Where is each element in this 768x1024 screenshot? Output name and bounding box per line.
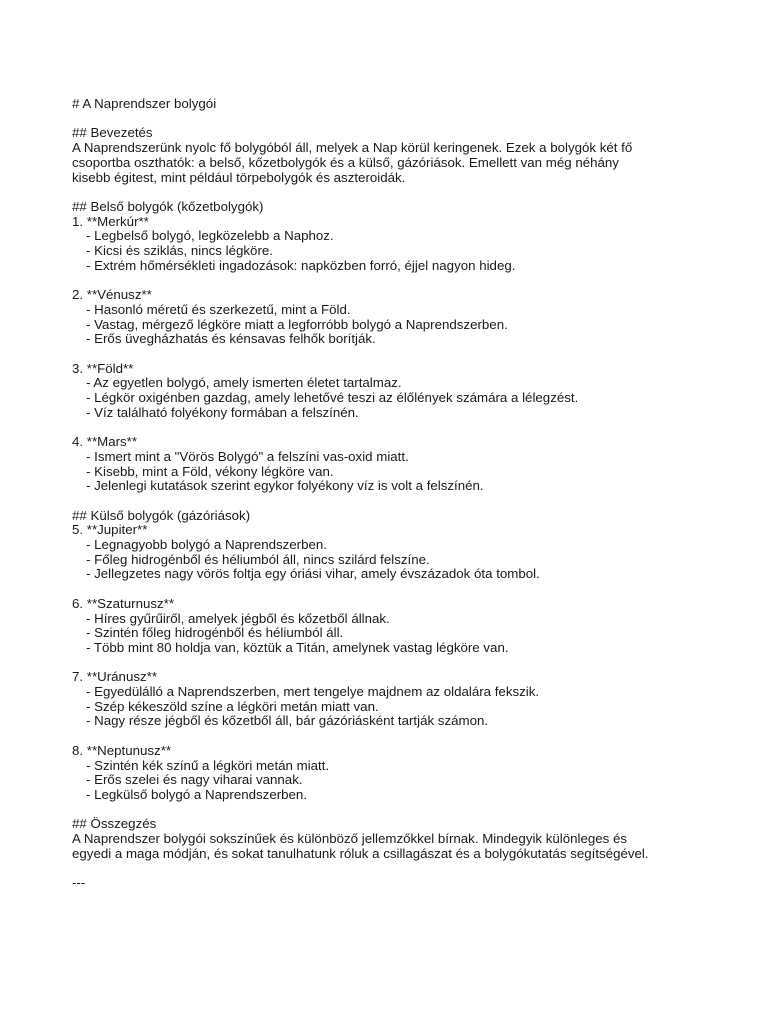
planet-item: - Erős üvegházhatás és kénsavas felhők borítják. — [86, 331, 376, 347]
intro-line: csoportba oszthatók: a belső, kőzetbolygók és a külső, gázóriások. Emellett van még néhány — [72, 154, 619, 170]
document-title: # A Naprendszer bolygói — [72, 96, 217, 111]
spacer — [72, 185, 728, 200]
planet-item: - Egyedülálló a Naprendszerben, mert tengelye majdnem az oldalára fekszik. — [86, 684, 540, 699]
planet-item: - Legnagyobb bolygó a Naprendszerben. — [86, 537, 327, 552]
planet-item: - Hasonló méretű és szerkezetű, mint a Föld. — [86, 301, 351, 317]
planet-item: - Legkülső bolygó a Naprendszerben. — [86, 786, 308, 802]
planet-item: - Vastag, mérgező légköre miatt a legforróbb bolygó a Naprendszerben. — [86, 316, 508, 332]
planet-title: 2. **Vénusz** — [72, 287, 152, 303]
spacer — [72, 347, 728, 362]
planet-item: - Jellegzetes nagy vörös foltja egy óriási vihar, amely évszázadok óta tombol. — [86, 566, 540, 582]
spacer — [72, 803, 728, 818]
planet-item: - Szép kékeszöld színe a légköri metán miatt van. — [86, 698, 379, 714]
intro-line: A Naprendszerünk nyolc fő bolygóból áll, melyek a Nap körül keringenek. Ezek a bolygók két fő — [72, 140, 633, 156]
summary-line: egyedi a maga módján, és sokat tanulhatunk róluk a csillagászat és a bolygókutatás segítségével. — [72, 845, 649, 861]
planet-item: - Szintén kék színű a légköri metán miatt. — [86, 757, 330, 773]
summary-line: A Naprendszer bolygói sokszínűek és különböző jellemzőkkel bírnak. Mindegyik különleges és — [72, 831, 628, 846]
planet-title: 4. **Mars** — [72, 434, 138, 450]
planet-item: - Több mint 80 holdja van, köztük a Titán, amelynek vastag légköre van. — [86, 639, 509, 655]
summary-heading: ## Összegzés — [72, 816, 157, 832]
spacer — [72, 656, 728, 671]
planet-item: - Főleg hidrogénből és héliumból áll, nincs szilárd felszíne. — [86, 551, 430, 567]
spacer — [72, 861, 728, 876]
planet-item: - Kicsi és sziklás, nincs légköre. — [86, 243, 273, 258]
planet-item: - Extrém hőmérsékleti ingadozások: napközben forró, éjjel nagyon hideg. — [86, 257, 516, 273]
planet-item: - Híres gyűrűiről, amelyek jégből és kőzetből állnak. — [86, 610, 390, 626]
planet-item: - Légkör oxigénben gazdag, amely lehetővé teszi az élőlények számára a lélegzést. — [86, 390, 579, 405]
planet-item: - Víz található folyékony formában a felszínén. — [86, 404, 359, 420]
planet-title: 7. **Uránusz** — [72, 669, 157, 685]
spacer — [72, 420, 728, 435]
planet-title: 8. **Neptunusz** — [72, 742, 172, 758]
planet-title: 1. **Merkúr** — [72, 213, 149, 229]
outer-planets-heading: ## Külső bolygók (gázóriások) — [72, 507, 251, 523]
spacer — [72, 112, 728, 127]
planet-item: - Legbelső bolygó, legközelebb a Naphoz. — [86, 228, 334, 244]
planet-title: 6. **Szaturnusz** — [72, 595, 174, 611]
spacer — [72, 494, 728, 509]
planet-item: - Jelenlegi kutatások szerint egykor folyékony víz is volt a felszínén. — [86, 478, 484, 494]
horizontal-rule-text: --- — [72, 875, 86, 891]
planet-item: - Erős szelei és nagy viharai vannak. — [86, 772, 303, 788]
planet-title: 3. **Föld** — [72, 360, 134, 376]
intro-heading: ## Bevezetés — [72, 125, 153, 141]
inner-planets-heading: ## Belső bolygók (kőzetbolygók) — [72, 198, 264, 214]
planet-title: 5. **Jupiter** — [72, 522, 148, 538]
spacer — [72, 273, 728, 288]
intro-line: kisebb égitest, mint például törpebolygók és aszteroidák. — [72, 169, 406, 185]
planet-item: - Nagy része jégből és kőzetből áll, bár gázóriásként tartják számon. — [86, 713, 489, 729]
planet-item: - Szintén főleg hidrogénből és héliumból áll. — [86, 625, 344, 641]
spacer — [72, 582, 728, 597]
planet-item: - Kisebb, mint a Föld, vékony légköre van. — [86, 463, 334, 479]
planet-item: - Az egyetlen bolygó, amely ismerten életet tartalmaz. — [86, 375, 402, 391]
spacer — [72, 729, 728, 744]
planet-item: - Ismert mint a "Vörös Bolygó" a felszíni vas-oxid miatt. — [86, 448, 409, 464]
